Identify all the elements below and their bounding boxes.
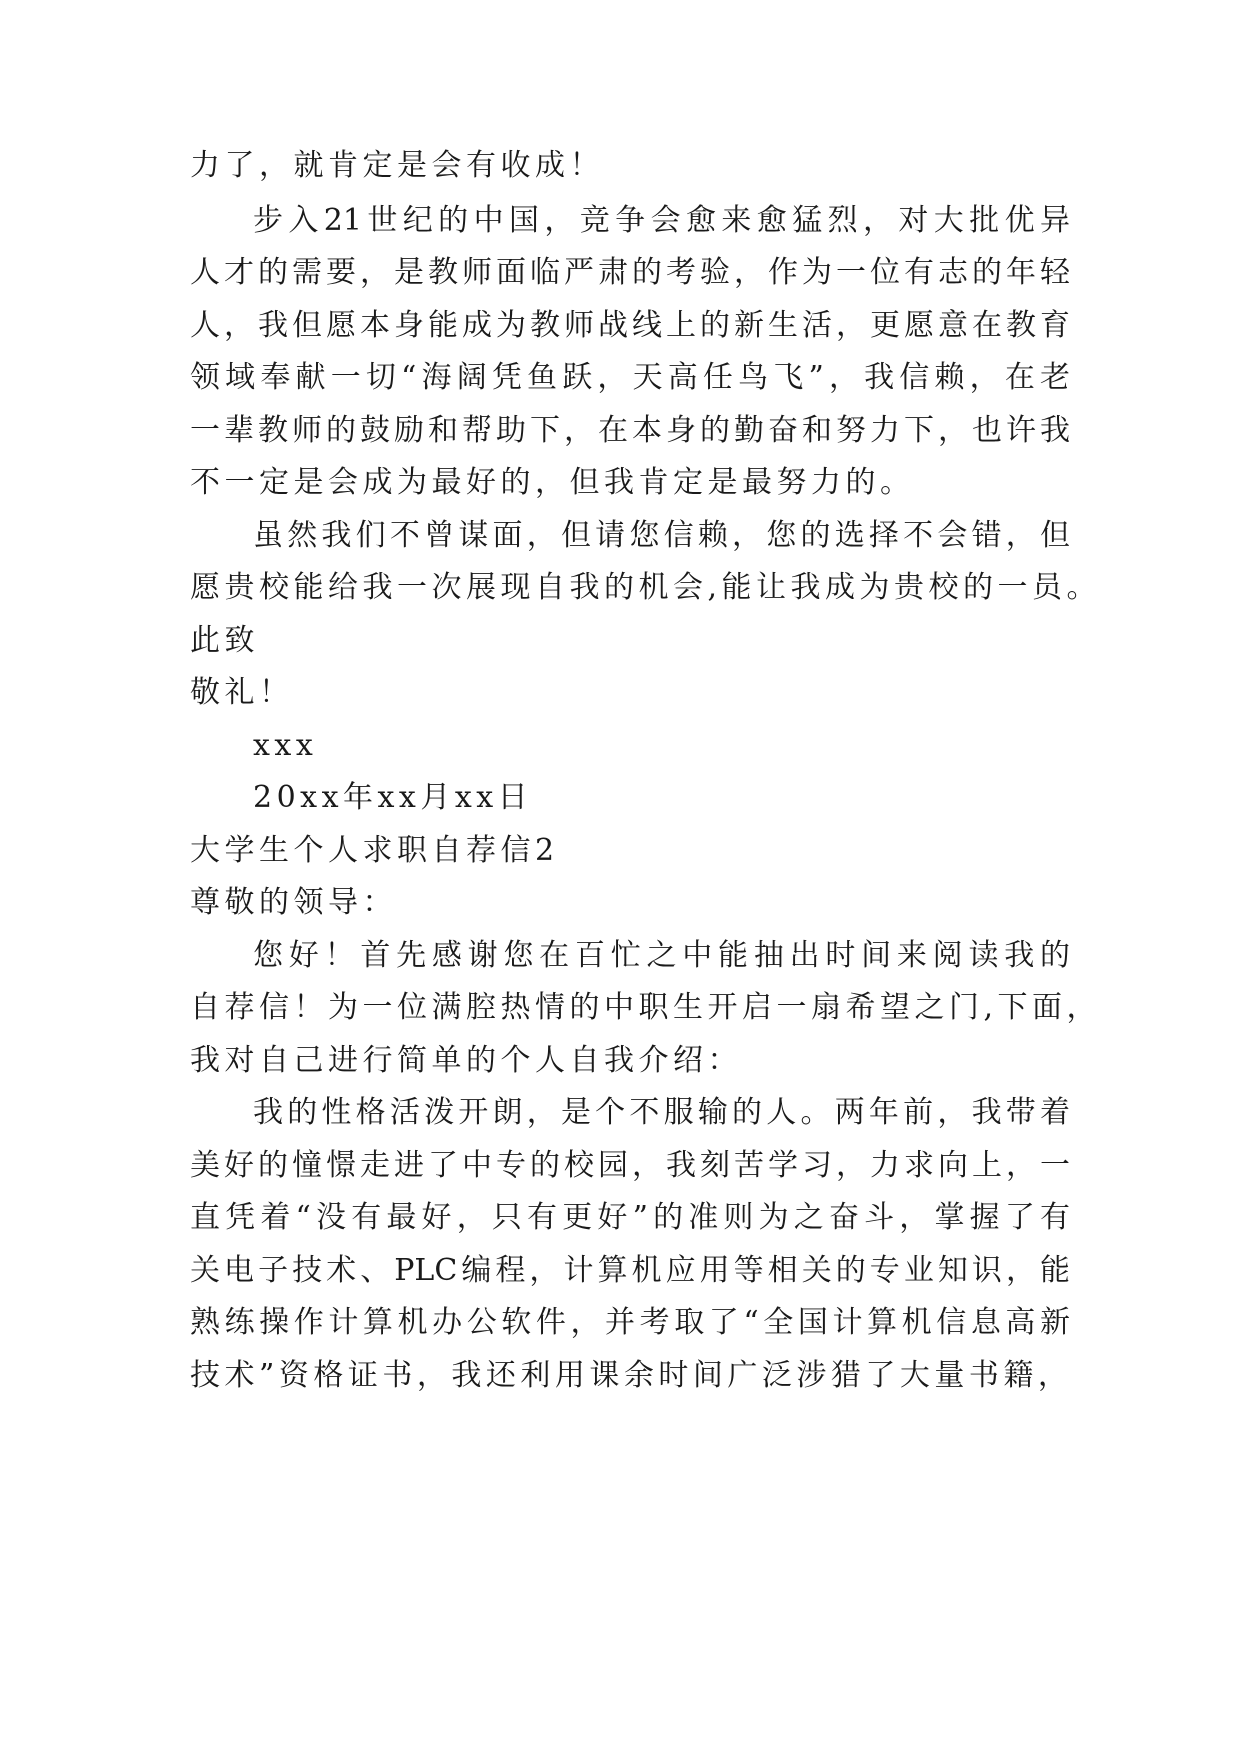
paragraph-line: 不一定是会成为最好的，但我肯定是最努力的。 xyxy=(190,465,915,500)
closing-line: 此致 xyxy=(190,623,259,658)
paragraph-line: 虽然我们不曾谋面，但请您信赖，您的选择不会错，但 xyxy=(253,518,1070,553)
paragraph-line: 熟练操作计算机办公软件，并考取了“全国计算机信息高新 xyxy=(190,1305,1070,1340)
paragraph-line: 我的性格活泼开朗，是个不服输的人。两年前，我带着 xyxy=(253,1095,1070,1130)
paragraph-line: 愿贵校能给我一次展现自我的机会,能让我成为贵校的一员。 xyxy=(190,570,1102,605)
signature-date: 20xx年xx月xx日 xyxy=(253,780,533,815)
signature-name: xxx xyxy=(253,728,318,763)
paragraph-line: 美好的憧憬走进了中专的校园，我刻苦学习，力求向上，一 xyxy=(190,1148,1070,1183)
paragraph-line: 领域奉献一切“海阔凭鱼跃，天高任鸟飞”，我信赖，在老 xyxy=(190,360,1070,395)
paragraph-line: 您好！首先感谢您在百忙之中能抽出时间来阅读我的 xyxy=(253,938,1070,973)
paragraph-line: 关电子技术、PLC编程，计算机应用等相关的专业知识，能 xyxy=(190,1253,1070,1288)
letter-title: 大学生个人求职自荐信2 xyxy=(190,833,559,868)
paragraph-line: 步入21世纪的中国，竞争会愈来愈猛烈，对大批优异 xyxy=(253,203,1070,238)
paragraph-line: 人才的需要，是教师面临严肃的考验，作为一位有志的年轻 xyxy=(190,255,1070,290)
salutation: 尊敬的领导： xyxy=(190,885,397,920)
closing-line: 敬礼！ xyxy=(190,675,294,710)
paragraph-line: 力了，就肯定是会有收成！ xyxy=(190,148,604,183)
paragraph-line: 直凭着“没有最好，只有更好”的准则为之奋斗，掌握了有 xyxy=(190,1200,1070,1235)
paragraph-line: 人，我但愿本身能成为教师战线上的新生活，更愿意在教育 xyxy=(190,308,1070,343)
paragraph-line: 我对自己进行简单的个人自我介绍： xyxy=(190,1043,742,1078)
paragraph-line: 一辈教师的鼓励和帮助下，在本身的勤奋和努力下，也许我 xyxy=(190,413,1070,448)
paragraph-line: 自荐信！为一位满腔热情的中职生开启一扇希望之门,下面， xyxy=(190,990,1102,1025)
paragraph-line: 技术”资格证书，我还利用课余时间广泛涉猎了大量书籍， xyxy=(190,1358,1073,1393)
